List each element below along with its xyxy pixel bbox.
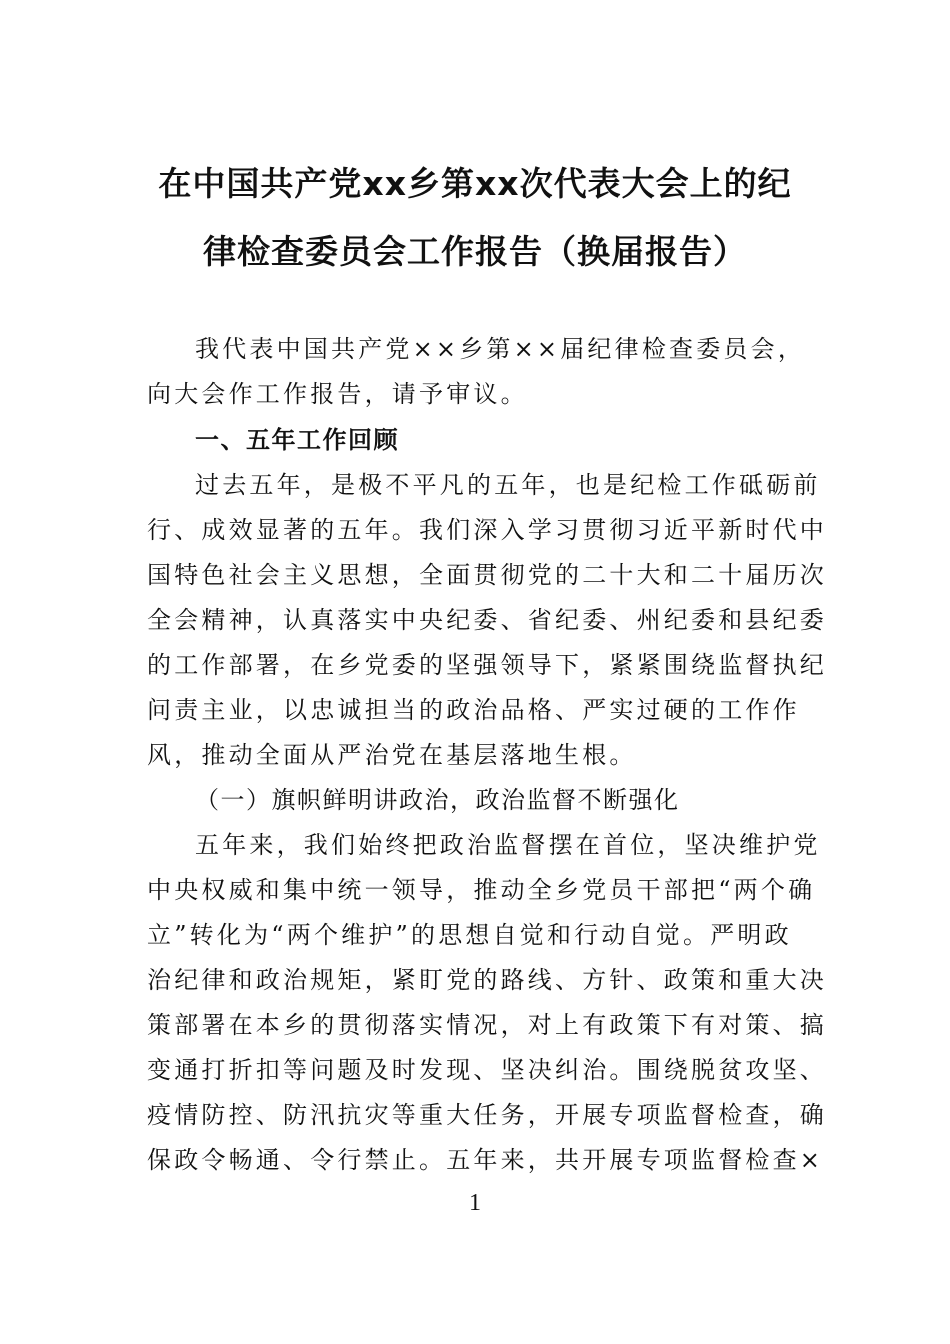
subsection-heading: （一）旗帜鲜明讲政治，政治监督不断强化	[195, 786, 680, 814]
body-line: 过去五年，是极不平凡的五年，也是纪检工作砥砺前	[195, 471, 821, 499]
body-line: 保政令畅通、令行禁止。五年来，共开展专项监督检查×	[147, 1146, 824, 1174]
body-line: 行、成效显著的五年。我们深入学习贯彻习近平新时代中	[147, 516, 827, 544]
body-line: 变通打折扣等问题及时发现、坚决纠治。围绕脱贫攻坚、	[147, 1056, 827, 1084]
body-line: 立”转化为“两个维护”的思想自觉和行动自觉。严明政	[147, 921, 792, 949]
body-line: 策部署在本乡的贯彻落实情况，对上有政策下有对策、搞	[147, 1011, 827, 1039]
body-line: 国特色社会主义思想，全面贯彻党的二十大和二十届历次	[147, 561, 827, 589]
body-line: 全会精神，认真落实中央纪委、省纪委、州纪委和县纪委	[147, 606, 827, 634]
body-line: 风，推动全面从严治党在基层落地生根。	[147, 741, 637, 769]
body-line: 中央权威和集中统一领导，推动全乡党员干部把“两个确	[147, 876, 816, 904]
title-line-2: 律检查委员会工作报告（换届报告）	[203, 232, 747, 271]
body-line: 我代表中国共产党××乡第××届纪律检查委员会，	[195, 335, 806, 363]
body-line: 向大会作工作报告，请予审议。	[147, 380, 528, 408]
page-number: 1	[469, 1190, 481, 1216]
body-line: 问责主业，以忠诚担当的政治品格、严实过硬的工作作	[147, 696, 800, 724]
body-line: 治纪律和政治规矩，紧盯党的路线、方针、政策和重大决	[147, 966, 827, 994]
body-line: 疫情防控、防汛抗灾等重大任务，开展专项监督检查，确	[147, 1101, 827, 1129]
body-line: 五年来，我们始终把政治监督摆在首位，坚决维护党	[195, 831, 821, 859]
title-line-1: 在中国共产党xx乡第xx次代表大会上的纪	[158, 164, 792, 203]
section-heading: 一、五年工作回顾	[195, 426, 399, 454]
body-line: 的工作部署，在乡党委的坚强领导下，紧紧围绕监督执纪	[147, 651, 827, 679]
